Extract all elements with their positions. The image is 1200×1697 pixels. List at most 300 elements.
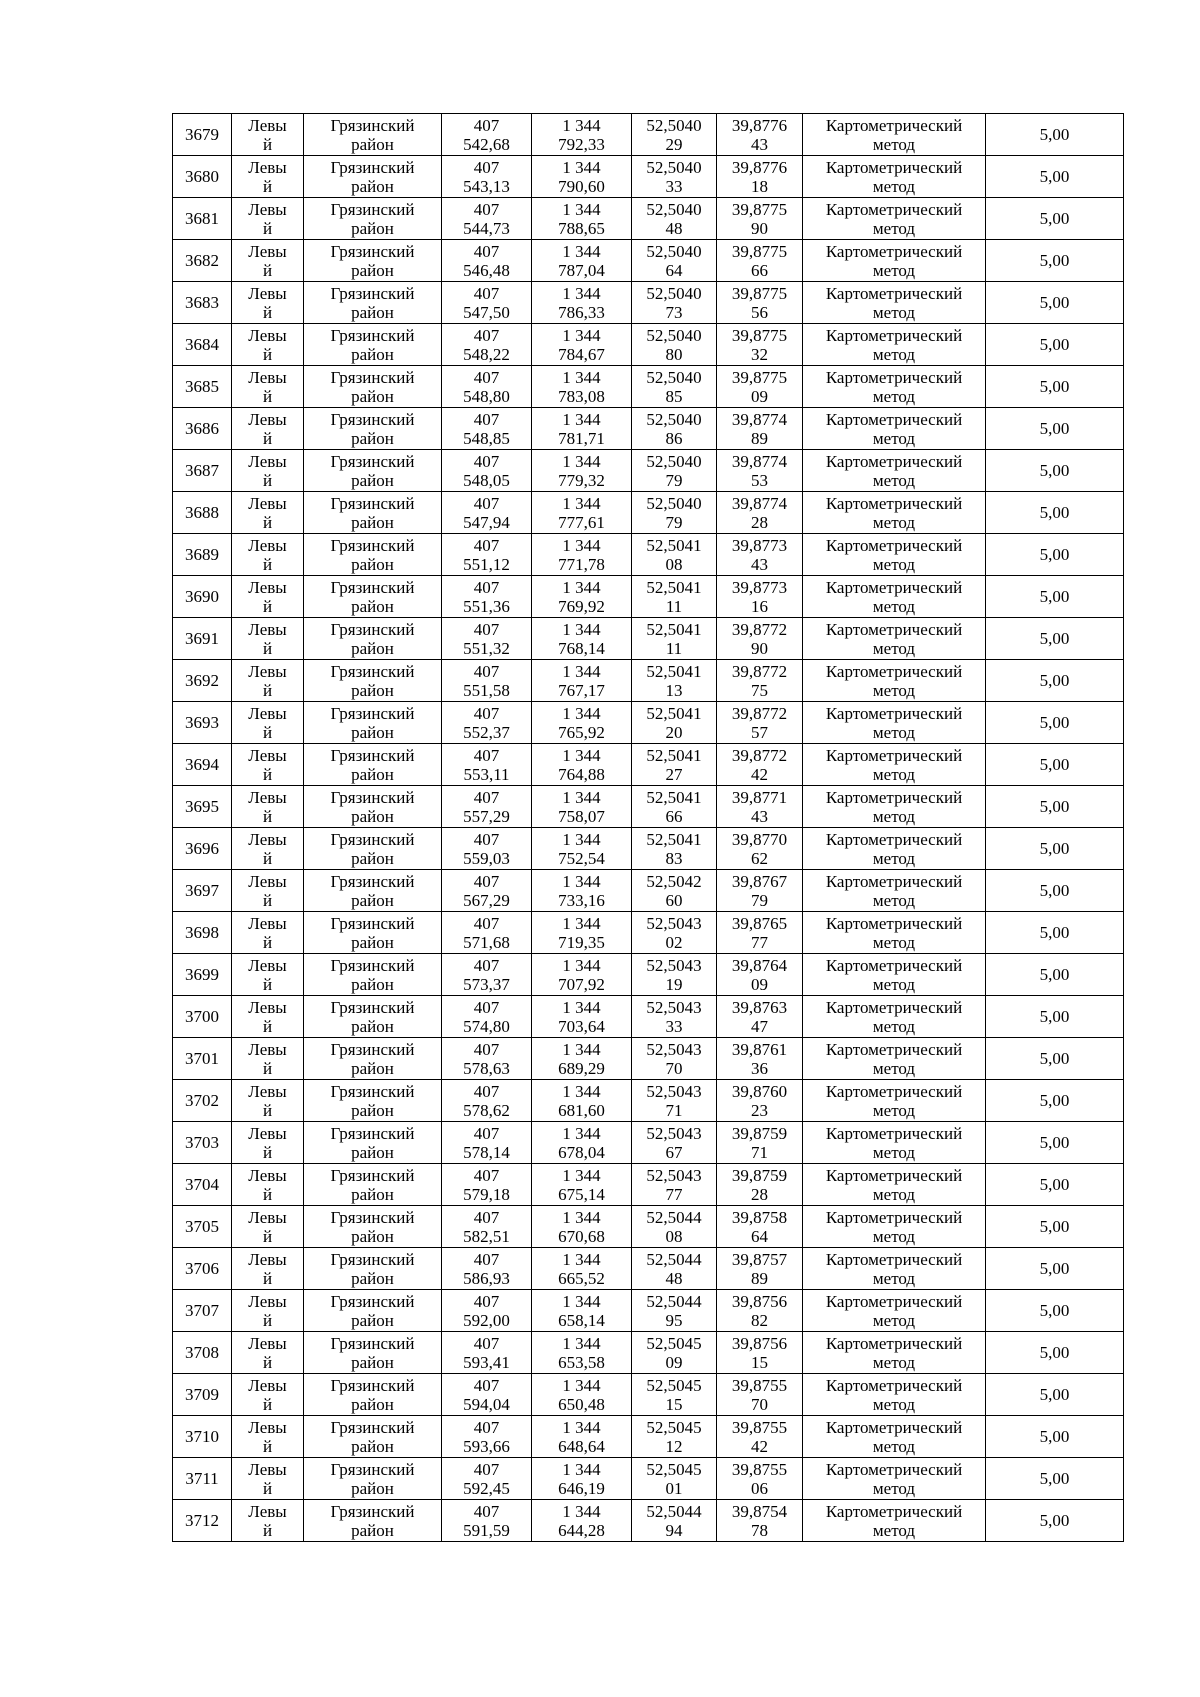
cell-text: Картометрический xyxy=(825,1207,963,1227)
cell-district xyxy=(304,198,442,240)
cell-method xyxy=(803,702,986,744)
cell-text: 52,5044 xyxy=(646,1291,702,1311)
cell-text: Картометрический xyxy=(825,1375,963,1395)
cell-point-number xyxy=(173,156,232,198)
cell-method xyxy=(803,1080,986,1122)
cell-text: 593,41 xyxy=(463,1352,510,1372)
cell-text: 1 344 xyxy=(562,787,601,807)
cell-text: Грязинский xyxy=(330,451,415,471)
cell-text: Грязинский xyxy=(330,1249,415,1269)
cell-longitude xyxy=(717,492,803,534)
cell-text: Левы xyxy=(248,703,287,723)
cell-coord-x xyxy=(442,450,532,492)
cell-text: 52,5040 xyxy=(646,367,702,387)
cell-side xyxy=(232,1206,304,1248)
cell-point-number xyxy=(173,366,232,408)
cell-text: Грязинский xyxy=(330,367,415,387)
cell-text: Картометрический xyxy=(825,451,963,471)
cell-coord-y xyxy=(532,576,632,618)
table-row xyxy=(173,744,1124,786)
cell-text: 5,00 xyxy=(1039,881,1070,900)
cell-method xyxy=(803,1374,986,1416)
cell-longitude xyxy=(717,786,803,828)
cell-text: 5,00 xyxy=(1039,713,1070,732)
cell-point-number xyxy=(173,408,232,450)
cell-text: Левы xyxy=(248,1165,287,1185)
cell-text: 1 344 xyxy=(562,1249,601,1269)
cell-text: Грязинский xyxy=(330,1291,415,1311)
cell-text: 39,8776 xyxy=(731,157,788,177)
cell-text: 85 xyxy=(665,386,683,406)
cell-text: 43 xyxy=(751,134,768,154)
cell-text: й xyxy=(262,1058,273,1078)
cell-text: район xyxy=(351,1142,394,1162)
cell-accuracy xyxy=(986,702,1124,744)
cell-accuracy xyxy=(986,324,1124,366)
cell-side xyxy=(232,660,304,702)
cell-district xyxy=(304,702,442,744)
cell-text: 52,5041 xyxy=(646,535,702,555)
cell-text: 678,04 xyxy=(558,1142,605,1162)
cell-coord-x xyxy=(442,408,532,450)
cell-text: Картометрический xyxy=(825,1291,963,1311)
cell-text: 39,8755 xyxy=(731,1459,788,1479)
cell-text: 786,33 xyxy=(558,302,605,322)
cell-text: 1 344 xyxy=(562,367,601,387)
cell-accuracy xyxy=(986,1080,1124,1122)
cell-longitude xyxy=(717,1290,803,1332)
cell-coord-y xyxy=(532,1248,632,1290)
cell-text: район xyxy=(351,974,394,994)
cell-text: метод xyxy=(872,1310,916,1330)
cell-text: й xyxy=(262,1100,273,1120)
cell-coord-y xyxy=(532,198,632,240)
cell-coord-x xyxy=(442,828,532,870)
cell-point-number xyxy=(173,1458,232,1500)
cell-text: Левы xyxy=(248,241,287,261)
cell-side xyxy=(232,1290,304,1332)
table-row xyxy=(173,240,1124,282)
cell-latitude xyxy=(632,744,717,786)
cell-district xyxy=(304,618,442,660)
cell-text: метод xyxy=(872,806,916,826)
cell-text: 11 xyxy=(665,638,683,658)
cell-text: 5,00 xyxy=(1039,629,1070,648)
cell-text: 52,5044 xyxy=(646,1501,702,1521)
cell-coord-y xyxy=(532,282,632,324)
cell-text: 52,5044 xyxy=(646,1207,702,1227)
cell-text: 23 xyxy=(751,1100,768,1120)
cell-method xyxy=(803,1332,986,1374)
cell-text: Левы xyxy=(248,1249,287,1269)
cell-longitude xyxy=(717,1080,803,1122)
cell-text: 95 xyxy=(665,1310,683,1330)
cell-text: 79 xyxy=(665,512,683,532)
cell-text: 1 344 xyxy=(562,1165,601,1185)
cell-text: 28 xyxy=(751,1184,768,1204)
cell-text: 71 xyxy=(751,1142,768,1162)
cell-text: Картометрический xyxy=(825,871,963,891)
cell-text: 33 xyxy=(665,1016,683,1036)
cell-text: Картометрический xyxy=(825,997,963,1017)
cell-text: Левы xyxy=(248,871,287,891)
cell-text: 3681 xyxy=(185,209,219,228)
table-row xyxy=(173,1206,1124,1248)
cell-text: район xyxy=(351,218,394,238)
cell-text: Левы xyxy=(248,115,287,135)
cell-text: Картометрический xyxy=(825,787,963,807)
cell-text: 48 xyxy=(665,1268,683,1288)
cell-text: 78 xyxy=(751,1520,768,1540)
cell-coord-y xyxy=(532,156,632,198)
cell-text: 52,5043 xyxy=(646,997,702,1017)
cell-coord-x xyxy=(442,1332,532,1374)
cell-text: 407 xyxy=(473,535,500,555)
cell-text: й xyxy=(262,344,273,364)
cell-text: 3701 xyxy=(185,1049,219,1068)
cell-text: район xyxy=(351,1184,394,1204)
cell-text: район xyxy=(351,554,394,574)
cell-text: Левы xyxy=(248,1123,287,1143)
cell-text: 5,00 xyxy=(1039,1343,1070,1362)
cell-text: й xyxy=(262,260,273,280)
cell-text: 407 xyxy=(473,451,500,471)
cell-text: й xyxy=(262,470,273,490)
cell-text: Картометрический xyxy=(825,409,963,429)
cell-district xyxy=(304,1122,442,1164)
cell-text: 767,17 xyxy=(558,680,605,700)
cell-text: 79 xyxy=(751,890,768,910)
cell-text: 787,04 xyxy=(558,260,605,280)
cell-text: 53 xyxy=(751,470,768,490)
cell-text: 39,8775 xyxy=(731,199,788,219)
cell-text: 3710 xyxy=(185,1427,219,1446)
cell-text: Картометрический xyxy=(825,115,963,135)
cell-text: 407 xyxy=(473,577,500,597)
cell-point-number xyxy=(173,1290,232,1332)
cell-text: 548,22 xyxy=(463,344,510,364)
cell-district xyxy=(304,492,442,534)
cell-text: 1 344 xyxy=(562,241,601,261)
cell-district xyxy=(304,114,442,156)
cell-text: 3708 xyxy=(185,1343,219,1362)
cell-text: метод xyxy=(872,764,916,784)
cell-text: 670,68 xyxy=(558,1226,605,1246)
cell-text: 769,92 xyxy=(558,596,605,616)
cell-coord-x xyxy=(442,1458,532,1500)
cell-longitude xyxy=(717,1206,803,1248)
table-row xyxy=(173,1374,1124,1416)
cell-text: 1 344 xyxy=(562,871,601,891)
cell-text: 551,58 xyxy=(463,680,510,700)
table-row xyxy=(173,702,1124,744)
cell-text: район xyxy=(351,680,394,700)
cell-text: 407 xyxy=(473,661,500,681)
cell-coord-y xyxy=(532,492,632,534)
cell-text: метод xyxy=(872,1226,916,1246)
cell-coord-y xyxy=(532,660,632,702)
cell-text: район xyxy=(351,1436,394,1456)
cell-latitude xyxy=(632,366,717,408)
cell-text: й xyxy=(262,1352,273,1372)
cell-text: 52,5044 xyxy=(646,1249,702,1269)
cell-text: Грязинский xyxy=(330,283,415,303)
cell-text: 1 344 xyxy=(562,451,601,471)
cell-text: район xyxy=(351,344,394,364)
cell-text: метод xyxy=(872,1100,916,1120)
cell-text: 1 344 xyxy=(562,1039,601,1059)
cell-text: Картометрический xyxy=(825,493,963,513)
cell-text: 5,00 xyxy=(1039,461,1070,480)
cell-text: 60 xyxy=(665,890,683,910)
cell-text: 574,80 xyxy=(463,1016,510,1036)
cell-text: 52,5041 xyxy=(646,619,702,639)
cell-text: 5,00 xyxy=(1039,839,1070,858)
cell-text: 20 xyxy=(665,722,683,742)
cell-text: Картометрический xyxy=(825,535,963,555)
cell-text: 11 xyxy=(665,596,683,616)
cell-text: 3693 xyxy=(185,713,219,732)
cell-text: й xyxy=(262,302,273,322)
cell-text: 689,29 xyxy=(558,1058,605,1078)
cell-text: 578,63 xyxy=(463,1058,510,1078)
cell-text: 83 xyxy=(665,848,683,868)
cell-district xyxy=(304,240,442,282)
cell-longitude xyxy=(717,1038,803,1080)
table-row xyxy=(173,534,1124,576)
cell-text: 5,00 xyxy=(1039,1007,1070,1026)
cell-text: 28 xyxy=(751,512,768,532)
cell-coord-y xyxy=(532,408,632,450)
cell-text: й xyxy=(262,680,273,700)
cell-text: Левы xyxy=(248,535,287,555)
cell-text: 1 344 xyxy=(562,703,601,723)
cell-text: 3704 xyxy=(185,1175,219,1194)
cell-text: 86 xyxy=(665,428,683,448)
table-row xyxy=(173,1080,1124,1122)
cell-text: Картометрический xyxy=(825,367,963,387)
cell-text: 90 xyxy=(751,218,768,238)
cell-point-number xyxy=(173,1164,232,1206)
cell-point-number xyxy=(173,1416,232,1458)
cell-text: Грязинский xyxy=(330,619,415,639)
cell-side xyxy=(232,366,304,408)
cell-text: район xyxy=(351,176,394,196)
cell-side xyxy=(232,828,304,870)
cell-text: 578,62 xyxy=(463,1100,510,1120)
cell-text: 5,00 xyxy=(1039,251,1070,270)
cell-text: 658,14 xyxy=(558,1310,605,1330)
cell-district xyxy=(304,576,442,618)
cell-coord-x xyxy=(442,324,532,366)
cell-accuracy xyxy=(986,408,1124,450)
cell-text: Грязинский xyxy=(330,1501,415,1521)
cell-text: 39,8774 xyxy=(731,493,788,513)
cell-text: 3692 xyxy=(185,671,219,690)
cell-side xyxy=(232,240,304,282)
cell-coord-y xyxy=(532,1500,632,1542)
table-row xyxy=(173,1164,1124,1206)
cell-text: 571,68 xyxy=(463,932,510,952)
cell-longitude xyxy=(717,1332,803,1374)
cell-longitude xyxy=(717,366,803,408)
cell-coord-y xyxy=(532,1458,632,1500)
cell-text: 08 xyxy=(665,554,683,574)
cell-district xyxy=(304,408,442,450)
cell-coord-y xyxy=(532,534,632,576)
cell-text: 5,00 xyxy=(1039,671,1070,690)
table-row xyxy=(173,114,1124,156)
cell-coord-x xyxy=(442,996,532,1038)
cell-text: Грязинский xyxy=(330,1459,415,1479)
cell-text: 52,5040 xyxy=(646,241,702,261)
cell-latitude xyxy=(632,324,717,366)
cell-text: 3683 xyxy=(185,293,219,312)
cell-point-number xyxy=(173,1080,232,1122)
cell-coord-x xyxy=(442,618,532,660)
cell-text: 752,54 xyxy=(558,848,605,868)
cell-text: 3688 xyxy=(185,503,219,522)
table-row xyxy=(173,450,1124,492)
cell-text: 5,00 xyxy=(1039,1511,1070,1530)
cell-text: 39,8774 xyxy=(731,409,788,429)
cell-text: Картометрический xyxy=(825,703,963,723)
cell-text: 09 xyxy=(751,974,768,994)
cell-text: Левы xyxy=(248,577,287,597)
cell-accuracy xyxy=(986,1164,1124,1206)
cell-text: 39,8772 xyxy=(731,619,788,639)
cell-text: 546,48 xyxy=(463,260,510,280)
cell-text: 62 xyxy=(751,848,768,868)
cell-text: 3700 xyxy=(185,1007,219,1026)
cell-text: 1 344 xyxy=(562,661,601,681)
cell-text: й xyxy=(262,974,273,994)
cell-point-number xyxy=(173,828,232,870)
cell-text: Грязинский xyxy=(330,703,415,723)
cell-text: 3709 xyxy=(185,1385,219,1404)
cell-side xyxy=(232,786,304,828)
cell-text: 407 xyxy=(473,1375,500,1395)
cell-text: Грязинский xyxy=(330,157,415,177)
cell-text: 777,61 xyxy=(558,512,605,532)
cell-accuracy xyxy=(986,534,1124,576)
cell-side xyxy=(232,114,304,156)
cell-point-number xyxy=(173,1374,232,1416)
cell-method xyxy=(803,1458,986,1500)
cell-point-number xyxy=(173,114,232,156)
cell-text: 43 xyxy=(751,806,768,826)
cell-side xyxy=(232,996,304,1038)
cell-text: 67 xyxy=(665,1142,683,1162)
cell-text: 5,00 xyxy=(1039,1301,1070,1320)
cell-text: 1 344 xyxy=(562,157,601,177)
cell-accuracy xyxy=(986,1038,1124,1080)
cell-district xyxy=(304,366,442,408)
cell-text: Левы xyxy=(248,493,287,513)
cell-side xyxy=(232,408,304,450)
cell-district xyxy=(304,870,442,912)
cell-text: 52,5042 xyxy=(646,871,702,891)
cell-text: Левы xyxy=(248,787,287,807)
table-row xyxy=(173,156,1124,198)
cell-text: 5,00 xyxy=(1039,1049,1070,1068)
cell-side xyxy=(232,744,304,786)
cell-text: Картометрический xyxy=(825,1501,963,1521)
cell-text: метод xyxy=(872,932,916,952)
cell-text: метод xyxy=(872,260,916,280)
cell-text: 52,5043 xyxy=(646,1165,702,1185)
cell-text: метод xyxy=(872,512,916,532)
cell-text: 3699 xyxy=(185,965,219,984)
cell-text: 582,51 xyxy=(463,1226,510,1246)
cell-text: Картометрический xyxy=(825,829,963,849)
cell-coord-y xyxy=(532,618,632,660)
cell-text: 1 344 xyxy=(562,535,601,555)
cell-latitude xyxy=(632,1164,717,1206)
cell-point-number xyxy=(173,576,232,618)
cell-text: 89 xyxy=(751,1268,768,1288)
cell-text: 48 xyxy=(665,218,683,238)
cell-method xyxy=(803,618,986,660)
cell-text: метод xyxy=(872,176,916,196)
cell-text: Левы xyxy=(248,409,287,429)
cell-text: 39,8755 xyxy=(731,1375,788,1395)
table-row xyxy=(173,1332,1124,1374)
cell-point-number xyxy=(173,1122,232,1164)
cell-text: 1 344 xyxy=(562,1333,601,1353)
cell-text: 5,00 xyxy=(1039,923,1070,942)
cell-text: Грязинский xyxy=(330,115,415,135)
cell-text: й xyxy=(262,386,273,406)
cell-coord-x xyxy=(442,1248,532,1290)
cell-longitude xyxy=(717,198,803,240)
cell-accuracy xyxy=(986,996,1124,1038)
cell-text: 39,8776 xyxy=(731,115,788,135)
cell-text: метод xyxy=(872,428,916,448)
cell-latitude xyxy=(632,156,717,198)
cell-text: Левы xyxy=(248,1459,287,1479)
cell-text: метод xyxy=(872,1058,916,1078)
cell-text: 407 xyxy=(473,997,500,1017)
cell-text: Левы xyxy=(248,619,287,639)
cell-text: 39,8772 xyxy=(731,703,788,723)
cell-coord-x xyxy=(442,114,532,156)
cell-latitude xyxy=(632,660,717,702)
cell-accuracy xyxy=(986,828,1124,870)
cell-text: Картометрический xyxy=(825,283,963,303)
cell-side xyxy=(232,1080,304,1122)
cell-longitude xyxy=(717,534,803,576)
cell-point-number xyxy=(173,534,232,576)
cell-text: район xyxy=(351,1268,394,1288)
cell-text: й xyxy=(262,1436,273,1456)
cell-text: Грязинский xyxy=(330,577,415,597)
cell-method xyxy=(803,492,986,534)
cell-text: 1 344 xyxy=(562,493,601,513)
cell-text: 407 xyxy=(473,1123,500,1143)
cell-text: 407 xyxy=(473,1207,500,1227)
cell-text: 39,8760 xyxy=(731,1081,788,1101)
cell-text: Картометрический xyxy=(825,1417,963,1437)
cell-text: 52,5040 xyxy=(646,493,702,513)
cell-text: 719,35 xyxy=(558,932,605,952)
coordinates-table xyxy=(172,113,1124,1542)
cell-latitude xyxy=(632,996,717,1038)
cell-latitude xyxy=(632,618,717,660)
cell-text: 39,8757 xyxy=(731,1249,788,1269)
cell-side xyxy=(232,576,304,618)
cell-text: 3698 xyxy=(185,923,219,942)
